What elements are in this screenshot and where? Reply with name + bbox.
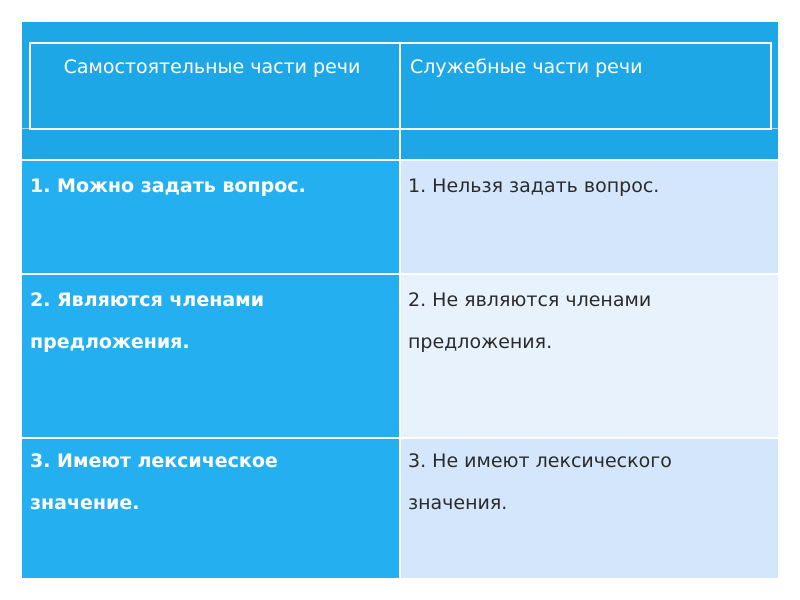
row1-left-cell <box>22 160 400 274</box>
row-divider-header <box>22 159 778 161</box>
row3-right-text: 3. Не имеют лексического значения. <box>408 450 672 514</box>
row2-right-text: 2. Не являются членами предложения. <box>408 289 652 353</box>
row-divider-1 <box>22 273 778 275</box>
header-frame <box>29 42 772 130</box>
row3-left-text: 3. Имеют лексическое значение. <box>30 450 278 514</box>
row-divider-2 <box>22 437 778 439</box>
row2-left-text: 2. Являются членами предложения. <box>30 289 265 353</box>
header-left-label: Самостоятельные части речи <box>63 56 361 78</box>
header-right-label: Служебные части речи <box>410 56 643 78</box>
row1-left-text: 1. Можно задать вопрос. <box>30 175 306 197</box>
row3-left-cell <box>22 438 400 578</box>
row3-right-cell <box>400 438 778 578</box>
row2-right-cell <box>400 274 778 438</box>
row1-right-cell <box>400 160 778 274</box>
row1-right-text: 1. Нельзя задать вопрос. <box>408 175 660 197</box>
row2-left-cell <box>22 274 400 438</box>
